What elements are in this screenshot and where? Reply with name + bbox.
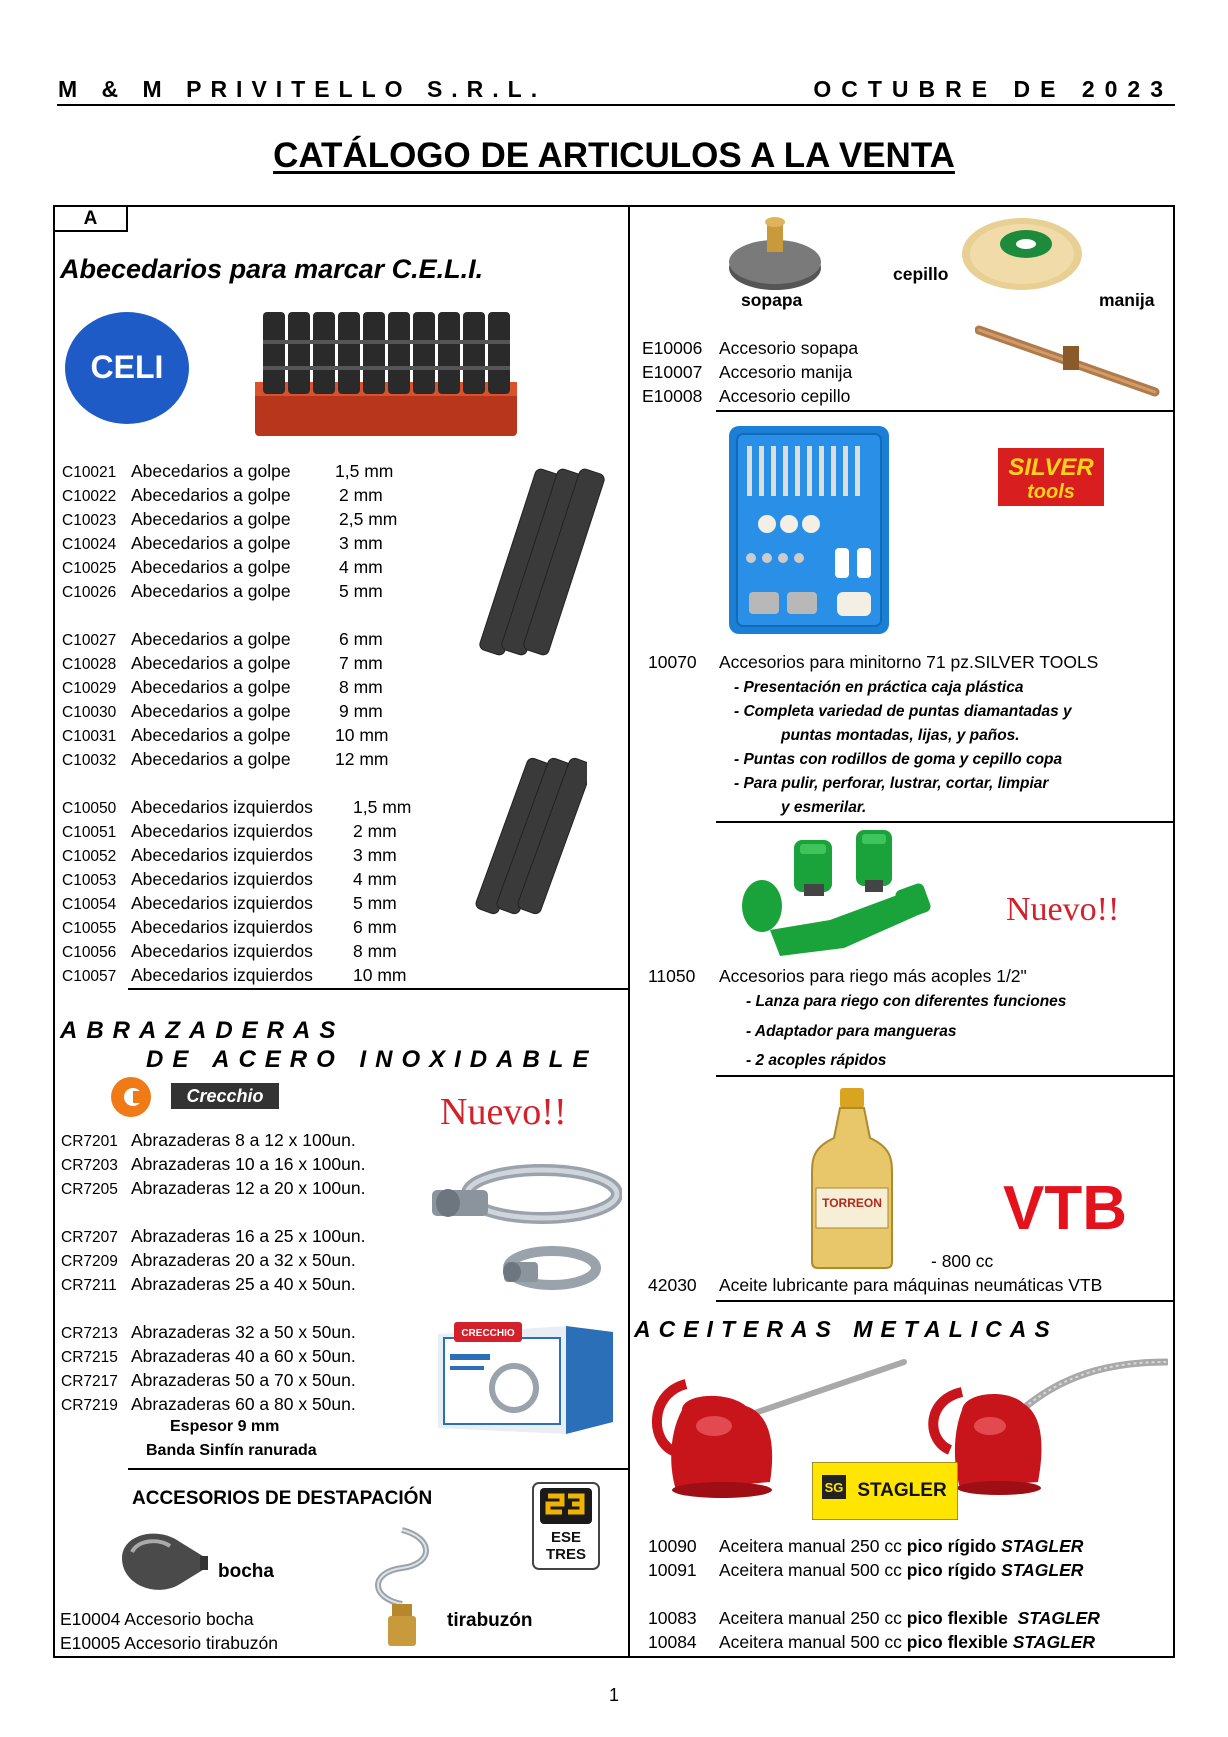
item-size: 2 mm [339, 485, 383, 505]
ese-tres-logo-icon [532, 1482, 600, 1570]
item-code: C10032 [62, 752, 117, 769]
bocha-icon [118, 1528, 210, 1594]
bottle-label-text: TORREON [822, 1196, 882, 1210]
new-badge-text: Nuevo!! [1006, 891, 1120, 928]
item-code: CR7217 [61, 1373, 118, 1390]
item-desc: Abrazaderas 8 a 12 x 100un. [131, 1130, 356, 1150]
bullet-text: - Puntas con rodillos de goma y cepillo copa [734, 751, 1063, 768]
item-desc: Accesorio manija [719, 362, 853, 382]
item-brand: STAGLER [1017, 1608, 1100, 1628]
item-code: 10083 [648, 1608, 697, 1628]
abrazaderas-note-2: Banda Sinfín ranurada [146, 1442, 317, 1459]
item-code: C10029 [62, 680, 117, 697]
stagler-logo-text: STAGLER [857, 1480, 947, 1501]
item-code: 10090 [648, 1536, 697, 1556]
item-desc: Abecedarios a golpe [131, 653, 291, 673]
list-item [61, 1392, 356, 1416]
item-code: C10026 [62, 584, 117, 601]
item-brand: STAGLER [1001, 1536, 1084, 1556]
manija-icon [975, 322, 1161, 400]
celi-logo-icon [65, 312, 189, 424]
bullet-text: puntas montadas, lijas, y paños. [781, 727, 1020, 744]
item-code: E10005 [60, 1633, 121, 1653]
item-size: 5 mm [339, 581, 383, 601]
item-code: C10051 [62, 824, 117, 841]
aceiteras-title: ACEITERAS METALICAS [634, 1316, 1058, 1342]
clamp-box-icon [438, 1318, 613, 1436]
item-desc: Abecedarios izquierdos [131, 821, 313, 841]
item-spout-type: pico rígido [906, 1536, 1002, 1556]
item-code: 11050 [648, 966, 696, 986]
bullet-text: - Lanza para riego con diferentes funciones [746, 993, 1067, 1010]
item-desc [719, 1536, 1083, 1557]
item-code: CR7203 [61, 1157, 118, 1174]
vtb-logo-icon [1003, 1175, 1139, 1235]
item-size: 2,5 mm [339, 509, 398, 529]
item-desc: Accesorio bocha [124, 1609, 254, 1629]
list-item [62, 939, 397, 963]
item-desc: Abrazaderas 32 a 50 x 50un. [131, 1322, 356, 1342]
divider-riego [716, 1075, 1175, 1077]
item-desc: Aceite lubricante para máquinas neumáticas VTB [719, 1275, 1103, 1295]
item-code: CR7215 [61, 1349, 118, 1366]
item-size: 12 mm [335, 749, 389, 769]
bullet-text: - Completa variedad de puntas diamantadas y [734, 703, 1072, 720]
cepillo-icon [960, 214, 1084, 294]
item-desc [719, 1560, 1083, 1581]
item-brand: STAGLER [1001, 1560, 1084, 1580]
oil-bottle-icon [810, 1086, 894, 1270]
item-size: 4 mm [353, 869, 397, 889]
divider-aceite [716, 1300, 1175, 1302]
list-item [62, 507, 398, 531]
item-desc-text: Aceitera manual 500 cc [719, 1632, 907, 1652]
item-size: 7 mm [339, 653, 383, 673]
item-desc: Abecedarios izquierdos [131, 917, 313, 937]
list-item [62, 747, 389, 771]
item-code: 42030 [648, 1275, 697, 1295]
punch-left-icon [467, 752, 587, 920]
item-desc: Abecedarios a golpe [131, 533, 291, 553]
svg-text:CRECCHIO: CRECCHIO [461, 1328, 515, 1339]
item-desc: Abecedarios a golpe [131, 677, 291, 697]
list-item [60, 1607, 254, 1631]
label-bocha: bocha [218, 1561, 274, 1582]
item-desc [719, 1632, 1095, 1653]
item-code: C10021 [62, 464, 117, 481]
list-item [62, 843, 397, 867]
item-desc: Abrazaderas 20 a 32 x 50un. [131, 1250, 356, 1270]
item-code: CR7205 [61, 1181, 118, 1198]
item-code: C10057 [62, 968, 117, 985]
divider-abrazaderas [128, 1468, 630, 1470]
item-code: C10055 [62, 920, 117, 937]
item-desc: Abecedarios a golpe [131, 581, 291, 601]
item-desc: Abecedarios izquierdos [131, 845, 313, 865]
item-desc: Accesorio sopapa [719, 338, 859, 358]
item-size: 3 mm [339, 533, 383, 553]
item-code: 10070 [648, 652, 697, 672]
oil-volume: - 800 cc [931, 1251, 994, 1271]
item-code: CR7219 [61, 1397, 118, 1414]
list-item [61, 1248, 356, 1272]
item-spout-type: pico flexible [906, 1608, 1018, 1628]
item-desc [719, 1608, 1100, 1629]
list-item [60, 1631, 278, 1655]
svg-text:SG: SG [824, 1480, 844, 1495]
crecchio-logo-text: Crecchio [186, 1086, 264, 1106]
item-code: E10007 [642, 362, 703, 382]
item-desc-text: Aceitera manual 500 cc [719, 1560, 907, 1580]
item-size: 6 mm [339, 629, 383, 649]
item-code: C10052 [62, 848, 117, 865]
list-item [62, 867, 397, 891]
list-item [62, 723, 389, 747]
stagler-logo-icon [812, 1462, 958, 1520]
item-size: 8 mm [339, 677, 383, 697]
item-code: C10025 [62, 560, 117, 577]
item-code: C10027 [62, 632, 117, 649]
divider-pulido [716, 410, 1175, 412]
item-desc: Accesorio cepillo [719, 386, 851, 406]
list-item [61, 1272, 356, 1296]
label-manija: manija [1099, 290, 1155, 310]
tools-logo-text: tools [1027, 481, 1075, 503]
item-size: 8 mm [353, 941, 397, 961]
label-tirabuzon: tirabuzón [447, 1610, 533, 1631]
item-code: C10053 [62, 872, 117, 889]
item-spout-type: pico flexible [906, 1632, 1013, 1652]
item-desc: Abecedarios izquierdos [131, 797, 313, 817]
abrazaderas-title-1: ABRAZADERAS [60, 1017, 345, 1044]
bullet-text: - Presentación en práctica caja plástica [734, 679, 1024, 696]
list-item [62, 915, 397, 939]
item-desc: Abecedarios a golpe [131, 461, 291, 481]
item-desc: Abrazaderas 50 a 70 x 50un. [131, 1370, 356, 1390]
item-desc: Abrazaderas 60 a 80 x 50un. [131, 1394, 356, 1414]
sopapa-icon [727, 212, 823, 292]
item-brand: STAGLER [1012, 1632, 1096, 1652]
vtb-logo-text: VTB [1003, 1175, 1127, 1235]
item-code: CR7211 [61, 1277, 117, 1294]
section-letter: A [55, 207, 128, 232]
item-code: C10050 [62, 800, 117, 817]
list-item [62, 651, 383, 675]
item-size: 2 mm [353, 821, 397, 841]
item-code: C10030 [62, 704, 117, 721]
company-name: M & M PRIVITELLO S.R.L. [58, 76, 547, 102]
new-badge-text: Nuevo!! [440, 1091, 567, 1133]
item-size: 6 mm [353, 917, 397, 937]
list-item [62, 483, 383, 507]
item-desc: Abecedarios izquierdos [131, 941, 313, 961]
item-desc-text: Aceitera manual 250 cc [719, 1608, 907, 1628]
new-badge-abrazaderas [440, 1086, 590, 1134]
item-size: 1,5 mm [335, 461, 394, 481]
item-desc: Accesorios para riego más acoples 1/2" [719, 966, 1027, 986]
list-item [62, 891, 397, 915]
item-size: 4 mm [339, 557, 383, 577]
item-desc: Abecedarios a golpe [131, 725, 291, 745]
item-code: CR7207 [61, 1229, 118, 1246]
list-item [61, 1152, 366, 1176]
item-desc: Abecedarios izquierdos [131, 965, 313, 985]
item-code: C10028 [62, 656, 117, 673]
list-item [62, 963, 407, 987]
item-size: 3 mm [353, 845, 397, 865]
bullet-text: - 2 acoples rápidos [746, 1052, 887, 1069]
bullet-text: - Para pulir, perforar, lustrar, cortar, limpiar [734, 775, 1049, 792]
item-size: 10 mm [353, 965, 407, 985]
bullet-text: - Adaptador para mangueras [746, 1023, 957, 1040]
new-badge-riego [1006, 886, 1146, 930]
page-title: CATÁLOGO DE ARTICULOS A LA VENTA [273, 136, 955, 175]
item-code: CR7213 [61, 1325, 118, 1342]
list-item [61, 1224, 366, 1248]
item-code: C10031 [62, 728, 117, 745]
item-code: 10084 [648, 1632, 697, 1652]
item-size: 10 mm [335, 725, 389, 745]
silver-tools-logo-icon [998, 448, 1104, 506]
item-desc: Accesorios para minitorno 71 pz.SILVER TOOLS [719, 652, 1099, 672]
item-desc-text: Aceitera manual 250 cc [719, 1536, 907, 1556]
list-item [61, 1320, 356, 1344]
list-item [62, 555, 383, 579]
item-desc: Abecedarios a golpe [131, 485, 291, 505]
item-code: C10056 [62, 944, 117, 961]
item-code: 10091 [648, 1560, 697, 1580]
item-desc: Abecedarios izquierdos [131, 869, 313, 889]
tirabuzon-icon [364, 1524, 440, 1650]
list-item [62, 819, 397, 843]
item-desc: Accesorio tirabuzón [124, 1633, 278, 1653]
header-rule [57, 104, 1175, 106]
divider-abecedarios [128, 988, 630, 990]
catalog-date: OCTUBRE DE 2023 [813, 76, 1173, 102]
item-spout-type: pico rígido [906, 1560, 1002, 1580]
riego-set-icon [740, 826, 944, 964]
item-desc: Abecedarios izquierdos [131, 893, 313, 913]
list-item [62, 675, 383, 699]
item-desc: Abecedarios a golpe [131, 629, 291, 649]
abecedarios-title: Abecedarios para marcar C.E.L.I. [60, 254, 484, 284]
item-code: E10004 [60, 1609, 121, 1629]
item-size: 9 mm [339, 701, 383, 721]
list-item [62, 699, 383, 723]
list-item [61, 1128, 356, 1152]
minitorno-kit-icon [727, 424, 891, 636]
item-code: C10024 [62, 536, 117, 553]
item-size: 5 mm [353, 893, 397, 913]
list-item [61, 1344, 356, 1368]
item-desc: Abecedarios a golpe [131, 509, 291, 529]
list-item [61, 1368, 356, 1392]
item-code: C10022 [62, 488, 117, 505]
celi-logo-text: CELI [90, 349, 164, 385]
item-desc: Abecedarios a golpe [131, 701, 291, 721]
punch-icon [467, 462, 607, 662]
abrazaderas-note-1: Espesor 9 mm [170, 1418, 280, 1435]
crecchio-logo-icon [111, 1076, 281, 1118]
list-item [62, 531, 383, 555]
item-desc: Abrazaderas 12 a 20 x 100un. [131, 1178, 366, 1198]
item-desc: Abecedarios a golpe [131, 749, 291, 769]
hose-clamp-icon [432, 1160, 622, 1295]
item-code: CR7209 [61, 1253, 118, 1270]
page-number: 1 [608, 1685, 619, 1705]
destapacion-title: ACCESORIOS DE DESTAPACIÓN [132, 1488, 433, 1509]
list-item [62, 579, 383, 603]
bullet-text: y esmerilar. [781, 799, 867, 816]
list-item [61, 1176, 366, 1200]
item-desc: Abrazaderas 40 a 60 x 50un. [131, 1346, 356, 1366]
list-item [62, 459, 394, 483]
silver-logo-text: SILVER [1008, 454, 1094, 481]
column-divider [628, 205, 630, 1658]
item-desc: Abrazaderas 10 a 16 x 100un. [131, 1154, 366, 1174]
item-code: E10008 [642, 386, 703, 406]
list-item [62, 795, 412, 819]
label-sopapa: sopapa [741, 290, 803, 310]
abrazaderas-title-2: DE ACERO INOXIDABLE [146, 1046, 598, 1073]
list-item [62, 627, 383, 651]
svg-text:TRES: TRES [545, 1546, 587, 1563]
label-cepillo: cepillo [893, 264, 949, 284]
item-desc: Abrazaderas 25 a 40 x 50un. [131, 1274, 356, 1294]
item-desc: Abecedarios a golpe [131, 557, 291, 577]
item-desc: Abrazaderas 16 a 25 x 100un. [131, 1226, 366, 1246]
stamp-set-icon [255, 310, 517, 440]
svg-text:ESE: ESE [550, 1529, 582, 1546]
item-code: C10023 [62, 512, 117, 529]
divider-minitorno [716, 821, 1175, 823]
item-code: C10054 [62, 896, 117, 913]
item-code: CR7201 [61, 1133, 118, 1150]
item-size: 1,5 mm [353, 797, 412, 817]
item-code: E10006 [642, 338, 703, 358]
